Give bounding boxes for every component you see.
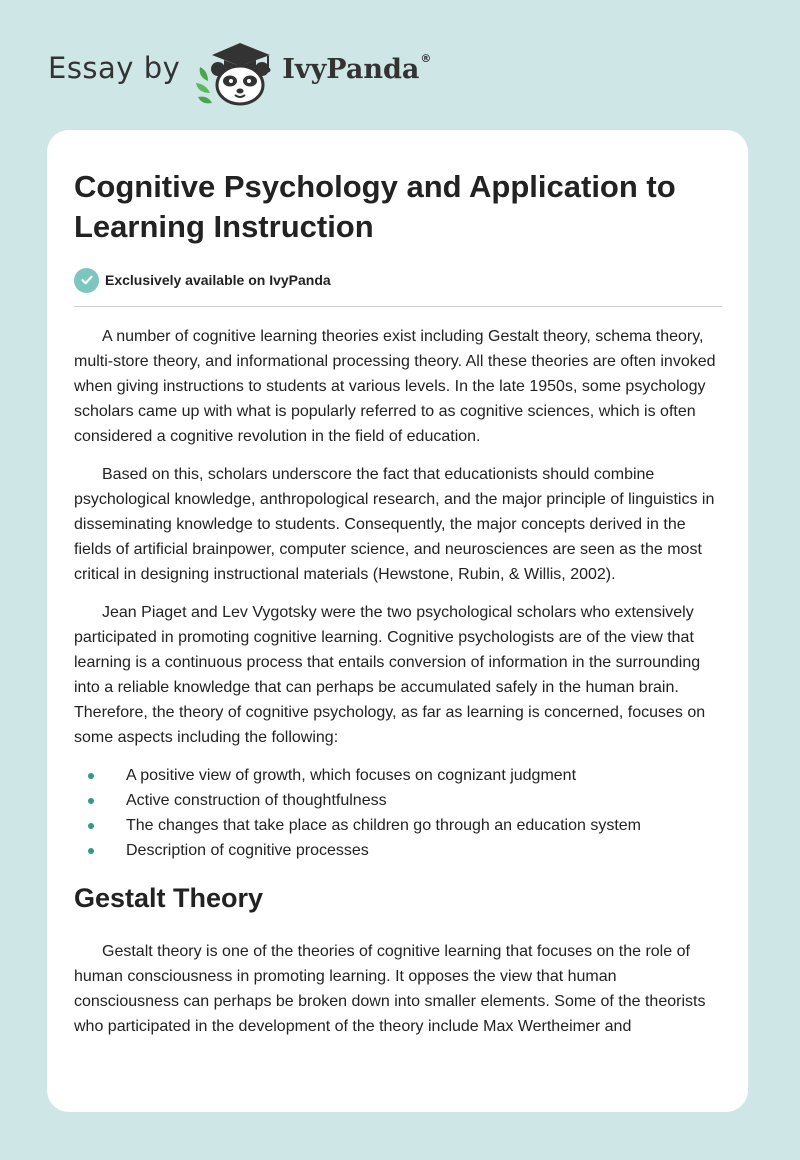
paragraph: Based on this, scholars underscore the fact that educationists should combine psychological knowledge, anthropological research, and the major principle of linguistics in disseminating knowledge to students. Consequently, the major concepts derived in the fields of artificial brainpower, computer science, and neurosciences are seen as the most critical in designing instructional materials (Hewstone, Rubin, & Willis, 2002). xyxy=(74,466,715,583)
essay-body xyxy=(74,324,722,1039)
essay-by-label: Essay by xyxy=(48,51,181,85)
list-item xyxy=(74,788,722,813)
list-item-text: Description of cognitive processes xyxy=(126,842,369,859)
paragraph: Jean Piaget and Lev Vygotsky were the two psychological scholars who extensively participated in promoting cognitive learning. Cognitive psychologists are of the view that learning is a continuous process that entails conversion of information in the surrounding into a reliable knowledge that can perhaps be accumulated safely in the human brain. Therefore, the theory of cognitive psychology, as far as learning is concerned, focuses on some aspects including the following: xyxy=(74,604,706,746)
brand-name[interactable]: IvyPanda® xyxy=(282,51,432,85)
bullet-dot-icon xyxy=(88,773,94,779)
section-body xyxy=(74,939,722,1039)
list-item-text: The changes that take place as children go through an education system xyxy=(126,817,641,834)
bullet-dot-icon xyxy=(88,823,94,829)
bullet-list xyxy=(74,763,722,863)
essay-card xyxy=(47,130,748,1112)
site-header xyxy=(48,36,431,106)
list-item-text: Active construction of thoughtfulness xyxy=(126,792,387,809)
paragraph: A number of cognitive learning theories exist including Gestalt theory, schema theory, multi-store theory, and informational processing theory. All these theories are often invoked when giving instructions to students at various levels. In the late 1950s, some psychology scholars came up with what is popularly referred to as cognitive sciences, which is often considered a cognitive revolution in the field of education. xyxy=(74,328,716,445)
section-heading: Gestalt Theory xyxy=(74,883,264,913)
check-circle-icon xyxy=(74,268,99,293)
paragraph: Gestalt theory is one of the theories of cognitive learning that focuses on the role of human consciousness in promoting learning. It opposes the view that human consciousness can perhaps be broken down into smaller elements. Some of the theorists who participated in the development of the theory include Max Wertheimer and xyxy=(74,943,706,1035)
list-item xyxy=(74,838,722,863)
bullet-dot-icon xyxy=(88,848,94,854)
exclusive-label: Exclusively available on IvyPanda xyxy=(105,272,331,288)
essay-title: Cognitive Psychology and Application to Learning Instruction xyxy=(74,169,676,244)
title-divider xyxy=(74,306,722,307)
registered-mark: ® xyxy=(420,51,432,65)
list-item xyxy=(74,813,722,838)
list-item xyxy=(74,763,722,788)
bullet-dot-icon xyxy=(88,798,94,804)
list-item-text: A positive view of growth, which focuses on cognizant judgment xyxy=(126,767,577,784)
exclusive-badge xyxy=(74,267,722,293)
panda-logo-icon[interactable] xyxy=(194,35,278,107)
